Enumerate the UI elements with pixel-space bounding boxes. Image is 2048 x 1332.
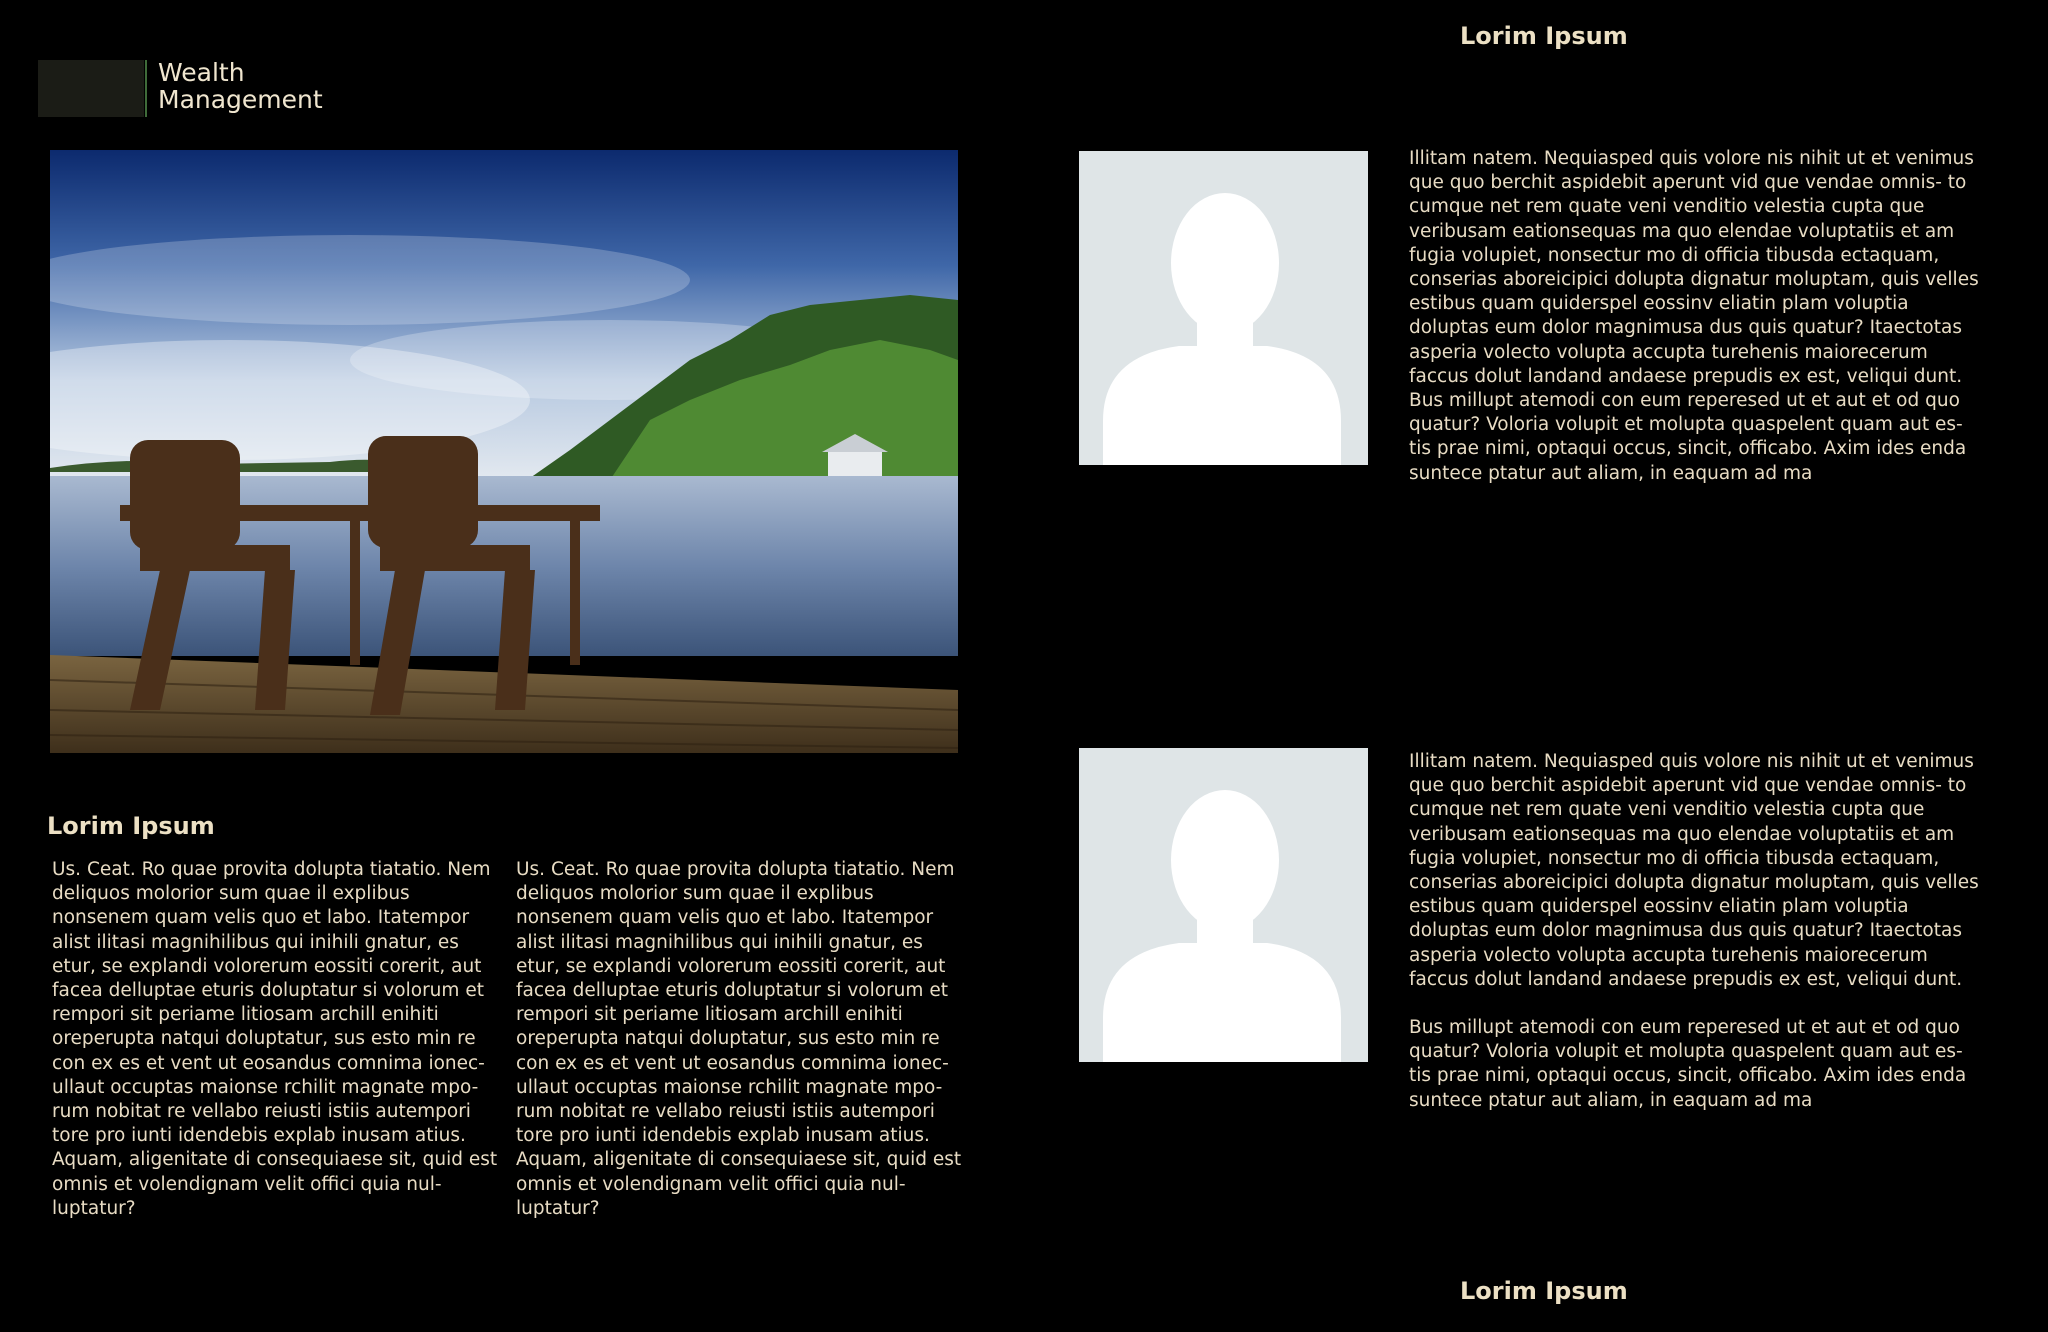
article-column-1: Us. Ceat. Ro quae provita dolupta tiatatio. Nem deliquos molorior sum quae il explibus nonsenem quam velis quo et labo. Itatempor alist ilitasi magnihilibus qui inihili gnatur, es etur, se explandi volorerum eossiti corerit, aut facea delluptae eturis doluptatur si volorum et rempori sit periame litiosam archill enihiti oreperupta natqui doluptatur, sus esto min re con ex es et vent ut eosandus comnima ionec- ullaut occuptas maionse rchilit magnate mpo- rum nobitat re vellabo reiusti istiis autempori tore pro iunti idendebis explab inusam atius. Aquam, aligenitate di consequiaese sit, quid est omnis et volendignam velit offici quia nul- luptatur? (52, 859, 498, 1219)
bio-paragraph: Bus millupt atemodi con eum reperesed ut et aut et od quo quatur? Voloria volupit et molupta quaspelent quam aut es- tis prae nimi, optaqui occus, sincit, officabo. Axim ides enda suntece ptatur aut aliam, in eaquam ad ma (1409, 1017, 1967, 1111)
profile-bio-1 (1409, 147, 1989, 486)
top-heading: Lorim Ipsum (1460, 22, 1628, 50)
bio-paragraph: Illitam natem. Nequiasped quis volore nis nihit ut et venimus que quo berchit aspidebit aperunt vid que vendae omnis- to cumque net rem quate veni venditio velestia cupta que veribusam eationsequas ma quo elendae voluptatiis et am fugia volupiet, nonsectur mo di officia tibusda ectaquam, conserias aboreicipici dolupta dignatur moluptam, quis velles estibus quam quiderspel eossinv eliatin plam voluptia doluptas eum dolor magnimusa dus quis quatur? Itaectotas asperia volecto volupta accupta turehenis maiorecerum faccus dolut landand andaese prepudis ex est, veliqui dunt. (1409, 148, 1979, 387)
hero-lake-photo (50, 150, 958, 753)
profile-bio-2 (1409, 750, 1989, 1113)
brand-line-1: Wealth (158, 58, 245, 87)
bio-paragraph: Illitam natem. Nequiasped quis volore nis nihit ut et venimus que quo berchit aspidebit aperunt vid que vendae omnis- to cumque net rem quate veni venditio velestia cupta que veribusam eationsequas ma quo elendae voluptatiis et am fugia volupiet, nonsectur mo di officia tibusda ectaquam, conserias aboreicipici dolupta dignatur moluptam, quis velles estibus quam quiderspel eossinv eliatin plam voluptia doluptas eum dolor magnimusa dus quis quatur? Itaectotas asperia volecto volupta accupta turehenis maiorecerum faccus dolut landand andaese prepudis ex est, veliqui dunt. (1409, 751, 1979, 990)
article-column-2: Us. Ceat. Ro quae provita dolupta tiatatio. Nem deliquos molorior sum quae il explibus nonsenem quam velis quo et labo. Itatempor alist ilitasi magnihilibus qui inihili gnatur, es etur, se explandi volorerum eossiti corerit, aut facea delluptae eturis doluptatur si volorum et rempori sit periame litiosam archill enihiti oreperupta natqui doluptatur, sus esto min re con ex es et vent ut eosandus comnima ionec- ullaut occuptas maionse rchilit magnate mpo- rum nobitat re vellabo reiusti istiis autempori tore pro iunti idendebis explab inusam atius. Aquam, aligenitate di consequiaese sit, quid est omnis et volendignam velit offici quia nul- luptatur? (516, 859, 962, 1219)
brand-logo-text (158, 59, 323, 113)
avatar-placeholder (1079, 151, 1368, 465)
article-heading: Lorim Ipsum (47, 812, 215, 840)
brand-line-2: Management (158, 85, 323, 114)
person-silhouette-icon (1079, 151, 1368, 465)
person-silhouette-icon (1079, 748, 1368, 1062)
logo-mark (38, 60, 144, 117)
avatar-placeholder (1079, 748, 1368, 1062)
logo-divider (145, 60, 147, 117)
bottom-heading: Lorim Ipsum (1460, 1277, 1628, 1305)
bio-paragraph: Bus millupt atemodi con eum reperesed ut et aut et od quo quatur? Voloria volupit et molupta quaspelent quam aut es- tis prae nimi, optaqui occus, sincit, officabo. Axim ides enda suntece ptatur aut aliam, in eaquam ad ma (1409, 390, 1967, 484)
